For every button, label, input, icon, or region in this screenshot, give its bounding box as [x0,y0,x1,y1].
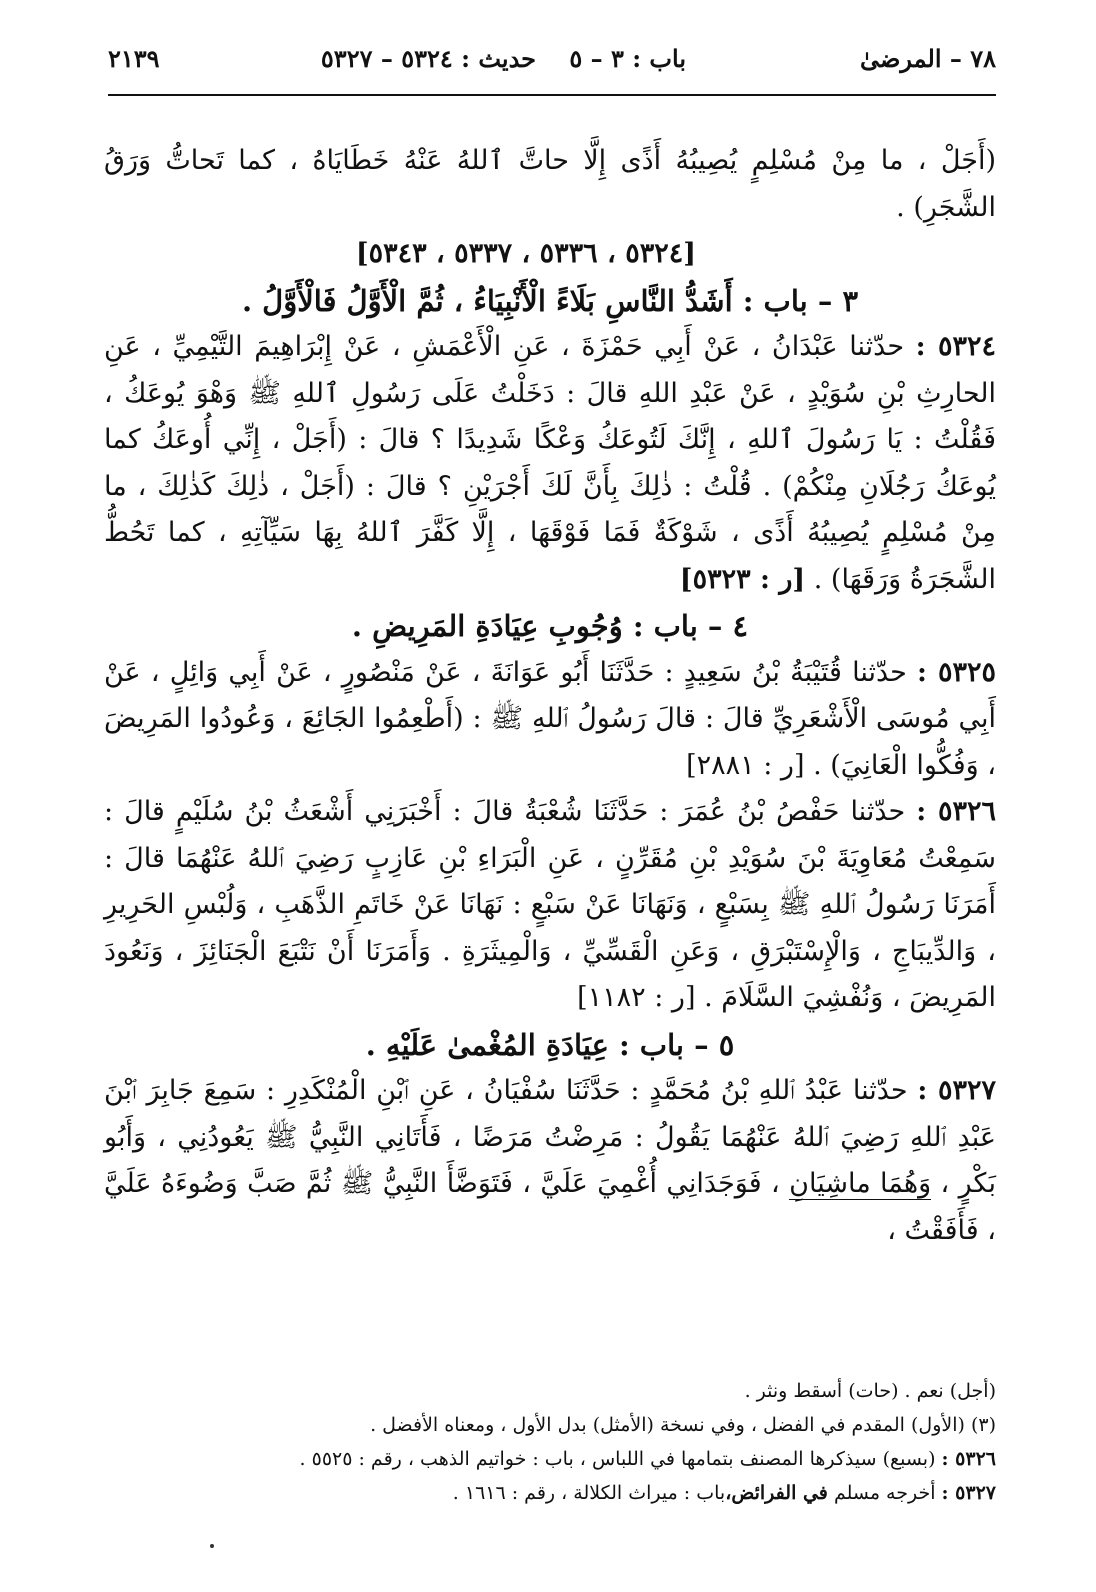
hadith-text: حدّثنا عَبْدَانُ ، عَنْ أَبِي حَمْزَةَ ، عَنِ الْأَعْمَشِ ، عَنْ إِبْرَاهِيمَ التَّيْمِيِّ ، عَنِ الحارِثِ بْنِ سُوَيْدٍ ، عَنْ عَبْدِ اللهِ قالَ : دَخَلْتُ عَلَى رَسُولِ ٱللهِ ﷺ وَهْوَ يُوعَكُ ، فَقُلْتُ : يَا رَسُولَ ٱللهِ ، إِنَّكَ لَتُوعَكُ وَعْكًا شَدِيدًا ؟ قالَ : (أَجَلْ ، إِنِّي أُوعَكُ كما يُوعَكُ رَجُلَانِ مِنْكُمْ) . قُلْتُ : ذٰلِكَ بِأَنَّ لَكَ أَجْرَيْنِ ؟ قالَ : (أَجَلْ ، ذٰلِكَ كَذٰلِكَ ، ما مِنْ مُسْلِمٍ يُصِيبُهُ أَذًى ، شَوْكَةٌ فَمَا فَوْقَهَا ، إِلَّا كَفَّرَ ٱللهُ بِهَا سَيِّآتِهِ ، كما تَحُطُّ الشَّجَرَةُ وَرَقَهَا) . [104,331,996,595]
hadith-text: ، فَوَجَدَانِي أُغْمِيَ عَلَيَّ ، فَتَوَضَّأَ النَّبِيُّ ﷺ ثُمَّ صَبَّ وَضُوءَهُ عَلَيَّ ، فَأَفَقْتُ ، [104,1168,996,1246]
footnote-bold-text: في الفرائض، [725,1482,828,1504]
hadith-5325 [104,650,996,790]
intro-paragraph [104,138,996,231]
footnote-3 [104,1442,996,1476]
hadith-number: ٥٣٢٧ : [917,1075,996,1106]
footnote-text: باب : ميراث الكلالة ، رقم : ١٦١٦ . [452,1482,726,1504]
header-rule [108,94,996,96]
hadith-number: ٥٣٢٦ : [916,796,996,827]
hadith-ref: [ر : ٥٣٢٣] [679,563,806,595]
main-text [104,138,996,1254]
footnote-number: ٥٣٢٧ : [941,1482,996,1504]
hadith-5326 [104,789,996,1022]
footnotes [104,1374,996,1510]
running-header [108,44,996,84]
hadith-range: حديث : ٥٣٢٤ – ٥٣٢٧ [320,44,536,73]
chapter-title: ٧٨ – المرضىٰ [860,44,996,73]
underlined-text: وَهُمَا ماشِيَانِ [789,1168,932,1199]
footnote-text: أخرجه مسلم [833,1482,936,1504]
footnote-text: (بسبع) سيذكرها المصنف بتمامها في اللباس ، باب : خواتيم الذهب ، رقم : ٥٥٢٥ . [299,1448,936,1470]
intro-refs: [٥٣٢٤ ، ٥٣٣٦ ، ٥٣٣٧ ، ٥٣٤٣] [355,238,696,269]
intro-text: (أَجَلْ ، ما مِنْ مُسْلِمٍ يُصِيبُهُ أَذًى إِلَّا حاتَّ ٱللهُ عَنْهُ خَطَايَاهُ ، كما تَحاتُّ وَرَقُ الشَّجَرِ) . [104,145,996,223]
bab-4-heading: ٤ – باب : وُجُوبِ عِيَادَةِ المَرِيضِ . [351,609,749,643]
footnote-4 [104,1476,996,1510]
stray-dot [210,1544,214,1548]
footnote-1: (أجل) نعم . (حات) أسقط ونثر . [744,1380,996,1402]
hadith-5327 [104,1068,996,1254]
bab-3-heading: ٣ – باب : أَشَدُّ النَّاسِ بَلَاءً الْأَنْبِيَاءُ ، ثُمَّ الْأَوَّلُ فَالْأَوَّلُ . [241,283,859,318]
hadith-text: حدّثنا قُتَيْبَةُ بْنُ سَعِيدٍ : حَدَّثَنَا أَبُو عَوَانَةَ ، عَنْ مَنْصُورٍ ، عَنْ أَبِي وَائِلٍ ، عَنْ أَبِي مُوسَى الْأَشْعَرِيِّ قالَ : قالَ رَسُولُ ٱللهِ ﷺ : (أَطْعِمُوا الجَائِعَ ، وَعُودُوا المَرِيضَ ، وَفُكُّوا الْعَانِيَ) . [104,656,996,781]
page-number: ٢١٣٩ [108,44,160,73]
hadith-ref: [ر : ١١٨٢] [577,982,696,1013]
footnote-number: ٥٣٢٦ : [941,1448,996,1470]
hadith-ref: [ر : ٢٨٨١] [686,749,805,781]
hadith-number: ٥٣٢٤ : [915,331,996,362]
hadith-text: حدّثنا عَبْدُ ٱللهِ بْنُ مُحَمَّدٍ : حَدَّثَنَا سُفْيَانُ ، عَنِ ٱبْنِ الْمُنْكَدِرِ : سَمِعَ جَابِرَ ٱبْنَ عَبْدِ ٱللهِ رَضِيَ ٱللهُ عَنْهُمَا يَقُولُ : مَرِضْتُ مَرَضًا ، فَأَتَانِي النَّبِيُّ ﷺ يَعُودُنِي ، وَأَبُو بَكْرٍ ، [104,1075,996,1199]
hadith-text: حدّثنا حَفْصُ بْنُ عُمَرَ : حَدَّثَنَا شُعْبَةُ قالَ : أَخْبَرَنِي أَشْعَثُ بْنُ سُلَيْمٍ قالَ : سَمِعْتُ مُعَاوِيَةَ بْنَ سُوَيْدِ بْنِ مُقَرِّنٍ ، عَنِ الْبَرَاءِ بْنِ عَازِبٍ رَضِيَ ٱللهُ عَنْهُمَا قالَ : أَمَرَنَا رَسُولُ ٱللهِ ﷺ بِسَبْعٍ ، وَنَهَانَا عَنْ سَبْعٍ : نَهَانَا عَنْ خَاتَمِ الذَّهَبِ ، وَلُبْسِ الحَرِيرِ ، وَالدِّيبَاجِ ، وَالْإِسْتَبْرَقِ ، وَعَنِ الْقَسِّيِّ ، وَالْمِيثَرَةِ . وَأَمَرَنَا أَنْ نَتْبَعَ الْجَنَائِزَ ، وَنَعُودَ المَرِيضَ ، وَنُفْشِيَ السَّلَامَ . [104,796,996,1013]
hadith-5324 [104,324,996,603]
bab-5-heading: ٥ – باب : عِيَادَةِ المُغْمىٰ عَلَيْهِ . [365,1027,735,1062]
hadith-number: ٥٣٢٥ : [917,656,996,688]
bab-range: باب : ٣ – ٥ [569,44,686,73]
footnote-2: (٣) (الأول) المقدم في الفضل ، وفي نسخة (الأمثل) بدل الأول ، ومعناه الأفضل . [370,1414,996,1436]
